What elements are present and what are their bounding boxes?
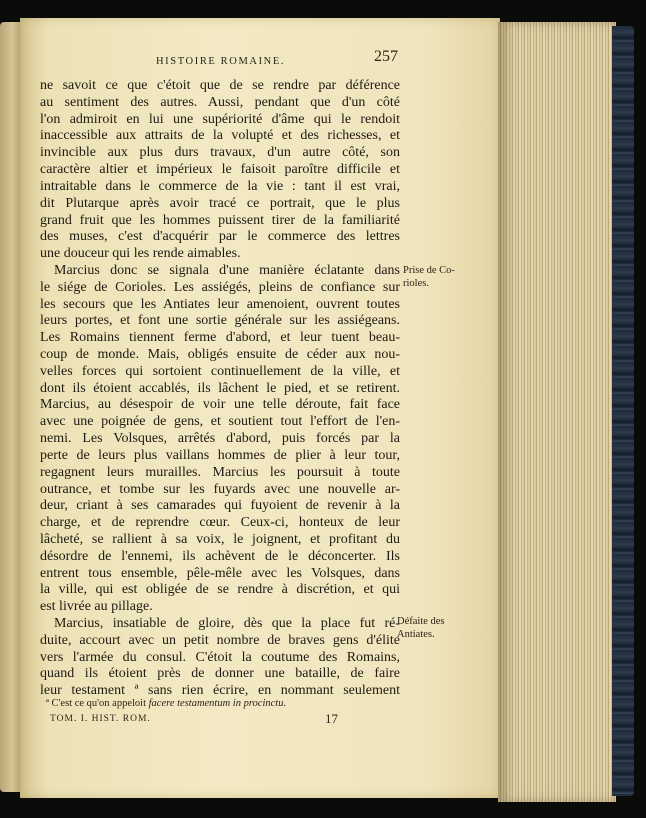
text-line: caractère altier et impérieux le faisoit paroître difficile et	[40, 162, 400, 178]
text-line: perte de leurs plus vaillans hommes de plier à leur tour,	[40, 447, 400, 463]
text-line: la ville, qui est obligée de se rendre à discrétion, et qui	[40, 582, 400, 598]
margin-note-line: Défaite des	[397, 616, 445, 627]
text-line: outrance, et tombe sur les fuyards avec une nouvelle ar-	[40, 481, 400, 497]
text-line: Marcius donc se signala d'une manière éclatante dans	[54, 262, 400, 278]
text-line: dont ils étoient accablés, ils lâchent le pied, et se retirent.	[40, 380, 400, 396]
text-line: coup de monde. Mais, obligés ensuite de céder aux nou-	[40, 347, 400, 362]
text-line: Les Romains tiennent ferme d'abord, et leur tuent beau-	[40, 330, 400, 346]
text-line: Marcius, au désespoir de voir une telle déroute, fait face	[40, 397, 400, 413]
text-line: invincible aux plus durs travaux, d'un autre côté, son	[40, 145, 400, 161]
margin-note-prise-de-corioles	[403, 264, 473, 290]
text-line: quand ils étoient près de donner une bataille, de faire	[40, 666, 400, 682]
text-line: vers l'armée du consul. C'étoit la coutume des Romains,	[40, 649, 400, 665]
running-head: HISTOIRE ROMAINE.	[156, 56, 286, 67]
marbled-cover-edge	[612, 26, 634, 796]
signature-number: 17	[325, 711, 338, 726]
footnote	[46, 698, 286, 709]
footnote-latin: facere testamentum in procinctu.	[148, 698, 287, 709]
text-line: avec une poignée de gens, et soutient tout l'effort de l'en-	[40, 414, 400, 430]
text-line: leur testament ª sans rien écrire, en nommant seulement	[40, 683, 400, 699]
margin-note-line: Antiates.	[397, 629, 435, 640]
text-line: ne savoit ce que c'étoit que de se rendre par déférence	[40, 78, 400, 93]
text-line: leurs portes, et font une sortie générale sur les assiégeans.	[40, 313, 400, 329]
text-line: inaccessible aux attraits de la volupté et des richesses, et	[40, 128, 400, 144]
page-number: 257	[374, 48, 398, 65]
margin-note-line: Prise de Co-	[403, 265, 455, 276]
text-line: entrent tous ensemble, pêle-mêle avec les Volsques, dans	[40, 565, 400, 581]
text-line: une douceur qui les rende aimables.	[40, 246, 241, 262]
text-line: charge, et de reprendre cœur. Ceux-ci, honteux de leur	[40, 515, 400, 531]
margin-note-defaite-des-antiates	[397, 615, 467, 641]
text-line: regagnent leurs murailles. Marcius les poursuit à toute	[40, 464, 400, 480]
text-line: lâcheté, se rallient à sa voix, le joignent, et profitant du	[40, 531, 400, 547]
text-line: nemi. Les Volsques, arrêtés d'abord, puis forcés par la	[40, 431, 400, 447]
text-line: velles forces qui sortoient continuellement de la ville, et	[40, 363, 400, 379]
margin-note-line: rioles.	[403, 278, 429, 289]
signature-mark: TOM. I. HIST. ROM.	[50, 714, 151, 724]
body-text	[40, 78, 400, 700]
text-line: les secours que les Antiates leur amenoient, ouvrent toutes	[40, 296, 400, 312]
page-edges-stack	[498, 22, 616, 802]
text-line: désordre de l'ennemi, ils achèvent de le déconcerter. Ils	[40, 548, 400, 564]
text-line: l'on admiroit en lui une supériorité d'âme qui le rendoit	[40, 111, 400, 127]
text-line: au sentiment des autres. Aussi, pendant que d'un côté	[40, 94, 400, 110]
text-line: intraitable dans le commerce de la vie : tant il est vrai,	[40, 178, 400, 194]
text-line: Marcius, insatiable de gloire, dès que la place fut ré-	[54, 616, 400, 631]
text-line: grand fruit que les hommes puissent tirer de la familiarité	[40, 212, 400, 228]
text-line: dit Plutarque après avoir tracé ce portrait, que le plus	[40, 195, 400, 211]
page-header	[40, 48, 400, 78]
text-line: duite, accourt avec un petit nombre de braves gens d'élite	[40, 632, 400, 648]
text-line: le siége de Corioles. Les assiégés, pleins de confiance sur	[40, 279, 400, 295]
footnote-marker: ª	[46, 698, 49, 709]
text-line: des muses, c'est d'acquérir par le commerce des lettres	[40, 229, 400, 245]
text-line: est livrée au pillage.	[40, 599, 153, 615]
previous-page-edge	[0, 22, 22, 792]
footnote-text: C'est ce qu'on appeloit	[51, 698, 147, 709]
text-line: deur, criant à ses camarades qui fuyoient de revenir à la	[40, 498, 400, 514]
